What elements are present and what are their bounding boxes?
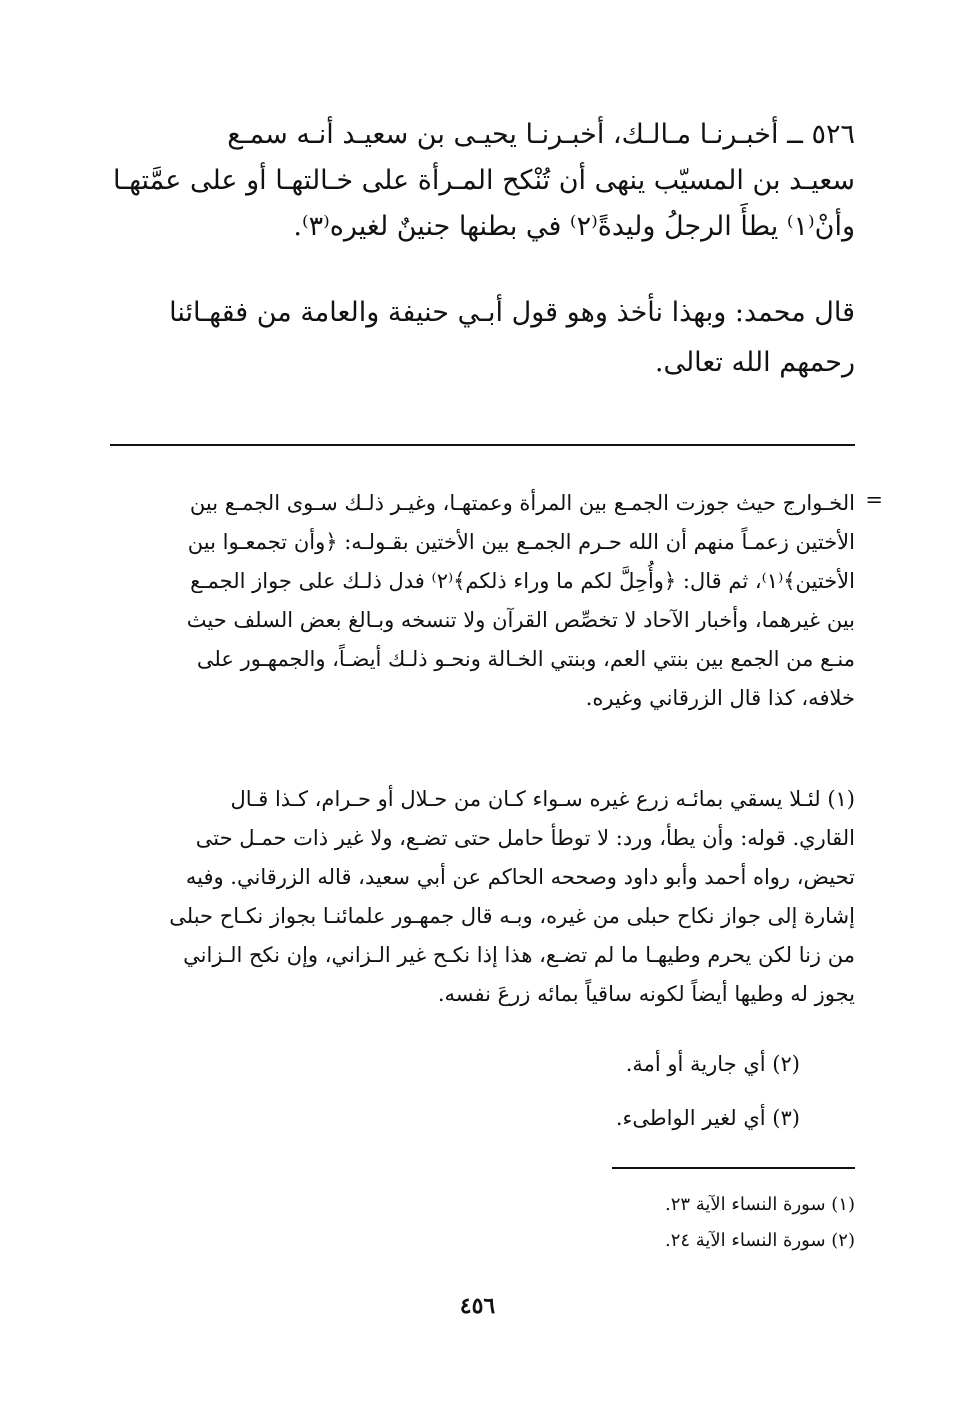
comment-line: رحمهم الله تعالى.	[654, 347, 855, 378]
footnote-line: من زنا لكن يحرم وطيهـا ما لم تضـع، هذا إذا نكـح غير الـزاني، وإن نكح الـزاني	[183, 943, 855, 967]
hadith-text	[110, 112, 855, 250]
footnote-line: القاري. قوله: وأن يطأ، ورد: لا توطأ حامل حتى تضـع، ولا غير ذات حمـل حتى	[195, 826, 855, 850]
note-line: الخـوارج حيث جوزت الجمـع بين المرأة وعمتهـا، وغيـر ذلـك سـوى الجمـع بين	[189, 491, 855, 515]
comment-line: قال محمد: وبهذا نأخذ وهو قول أبـي حنيفة والعامة من فقهـائنا	[169, 297, 855, 328]
note-line: بين غيرهما، وأخبار الآحاد لا تخصِّص القرآن ولا تنسخه وبـالغ بعض السلف حيث	[186, 608, 855, 632]
footnote-3: (٣) أي لغير الواطىء.	[615, 1106, 800, 1130]
references-divider	[612, 1167, 855, 1169]
footnote-2: (٢) أي جارية أو أمة.	[625, 1052, 800, 1076]
footnote-line: (١) لئـلا يسقي بمائـه زرع غيره سـواء كـان من حـلال أو حـرام، كـذا قـال	[230, 787, 855, 811]
note-line: خلافه، كذا قال الزرقاني وغيره.	[585, 686, 855, 710]
muhammad-comment	[110, 288, 855, 388]
footnote-line: يجوز له وطيها أيضاً لكونه ساقياً بمائه زرعَ نفسه.	[437, 982, 855, 1006]
continuation-mark: =	[865, 488, 883, 512]
quran-references	[665, 1187, 855, 1259]
hadith-line: وأنْ⁽١⁾ يطأَ الرجلُ وليدةً⁽٢⁾ في بطنها جنينٌ لغيره⁽٣⁾.	[293, 211, 855, 242]
footnote-1	[110, 780, 855, 1014]
main-divider	[110, 444, 855, 446]
note-line: الأختين زعمـاً منهم أن الله حـرم الجمـع بين الأختين بقـولـه: ﴿وأن تجمعـوا بين	[187, 530, 855, 554]
continued-note	[110, 484, 855, 718]
reference-item: (٢) سورة النساء الآية ٢٤.	[664, 1230, 855, 1251]
hadith-line: ٥٢٦ ــ أخبـرنـا مـالـك، أخبـرنـا يحيـى بن سعيـد أنـه سمـع	[227, 119, 855, 150]
note-line: منـع من الجمع بين بنتي العم، وبنتي الخـالة ونحـو ذلـك أيضـاً، والجمهـور على	[196, 647, 855, 671]
page-number: ٤٥٦	[459, 1293, 496, 1319]
footnote-line: تحيض، رواه أحمد وأبو داود وصححه الحاكم عن أبي سعيد، قاله الزرقاني. وفيه	[185, 865, 855, 889]
reference-item: (١) سورة النساء الآية ٢٣.	[664, 1194, 855, 1215]
hadith-line: سعيـد بن المسيّب ينهى أن تُنْكح المـرأة على خـالتهـا أو على عمَّتهـا	[112, 165, 855, 196]
footnote-line: إشارة إلى جواز نكاح حبلى من غيره، وبـه قال جمهـور علمائنـا بجواز نكـاح حبلى	[169, 904, 855, 928]
note-line: الأختين﴾⁽١⁾، ثم قال: ﴿وأُحِلَّ لكم ما وراء ذلكم﴾⁽٢⁾ فدل ذلـك على جواز الجمـع	[190, 569, 855, 593]
